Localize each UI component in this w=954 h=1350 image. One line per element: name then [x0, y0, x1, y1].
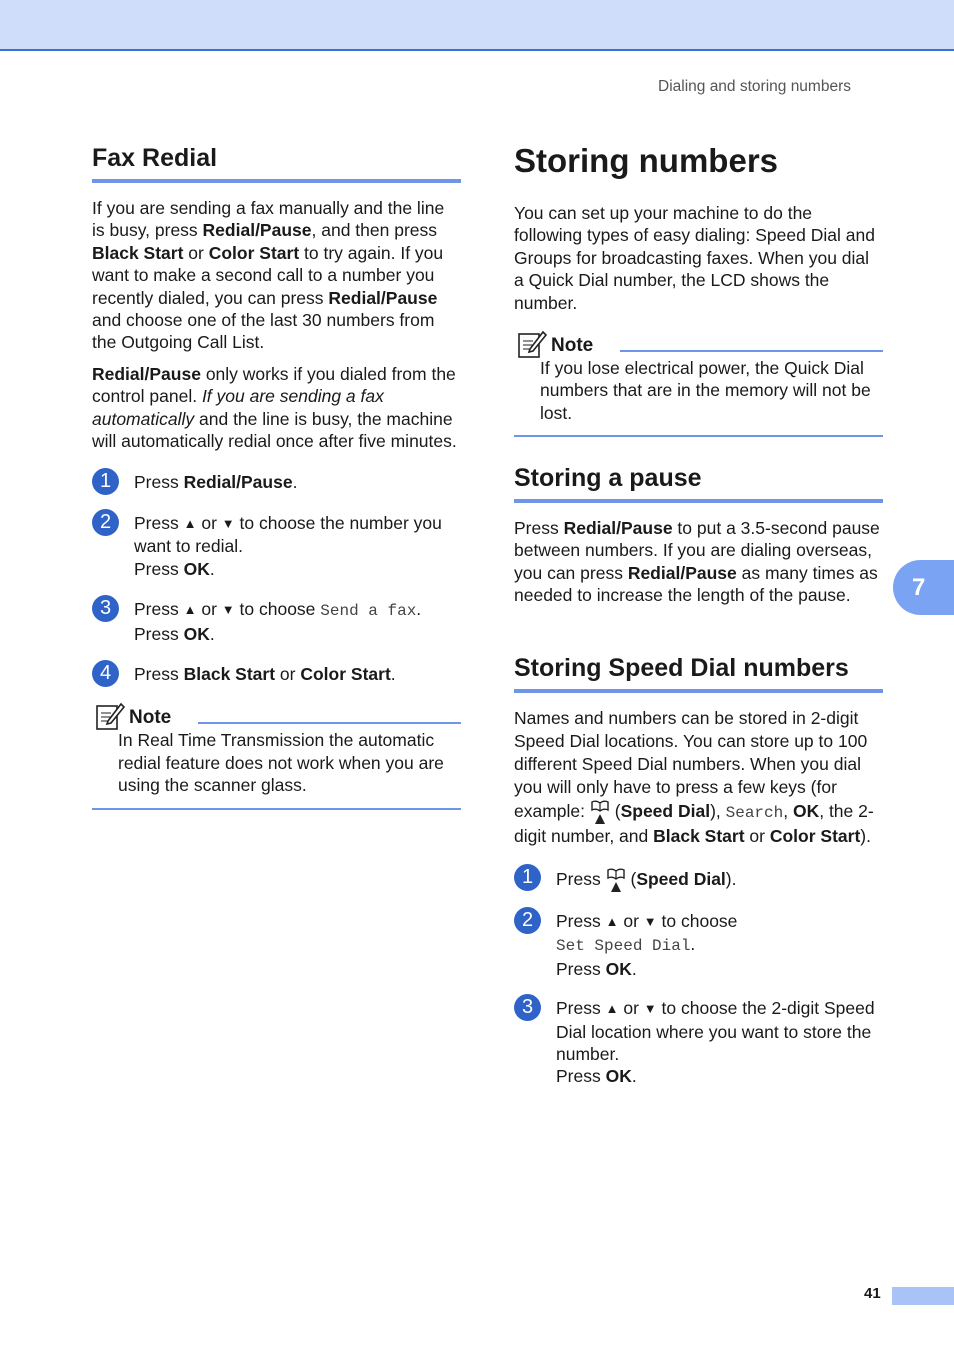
heading-rule — [514, 499, 883, 503]
speed-dial-heading: Storing Speed Dial numbers — [514, 654, 849, 682]
note-pencil-icon — [95, 701, 125, 731]
fax-redial-paragraph-2: Redial/Pause only works if you dialed from the control panel. If you are sending a fax automatically and the line is busy, the machine will automatically redial once after five minutes. — [92, 363, 457, 452]
step-number-badge: 3 — [92, 595, 119, 622]
step-number-badge: 1 — [514, 864, 541, 891]
note-bottom-rule — [514, 435, 883, 437]
storing-pause-section — [514, 463, 883, 607]
note-label: Note — [551, 334, 594, 356]
heading-rule — [92, 179, 461, 183]
page-number-bar — [892, 1287, 954, 1305]
lcd-text: Send a fax — [320, 602, 417, 621]
step-number-badge: 3 — [514, 994, 541, 1021]
speed-dial-book-icon — [590, 799, 610, 825]
step-number-badge: 1 — [92, 468, 119, 495]
speed-dial-book-icon — [606, 867, 626, 893]
fax-redial-step-1: 1 Press Redial/Pause. — [92, 471, 461, 493]
storing-numbers-note — [514, 329, 883, 437]
speed-dial-paragraph: Names and numbers can be stored in 2-digit Speed Dial locations. You can store up to 100 different Speed Dial numbers. When you dial you will only have to press a few keys (for example: (Speed Dial), Search, OK, the 2-digit number, and Black Start or Color Start). — [514, 708, 874, 846]
note-bottom-rule — [92, 808, 461, 810]
storing-pause-heading: Storing a pause — [514, 464, 702, 492]
speed-dial-step-2: 2 Press ▲ or ▼ to choose Set Speed Dial. Press OK. — [514, 910, 883, 980]
up-arrow-icon: ▲ — [183, 602, 197, 618]
step-number-badge: 2 — [514, 907, 541, 934]
up-arrow-icon: ▲ — [605, 914, 619, 929]
fax-redial-heading: Fax Redial — [92, 144, 218, 172]
storing-pause-paragraph: Press Redial/Pause to put a 3.5-second pause between numbers. If you are dialing overseas, you can press Redial/Pause as many times as needed to increase the length of the pause. — [514, 518, 880, 606]
fax-redial-section — [92, 143, 461, 810]
speed-dial-section — [514, 653, 883, 1088]
down-arrow-icon: ▼ — [221, 602, 235, 618]
page-number: 41 — [864, 1285, 881, 1302]
header-band — [0, 0, 954, 51]
chapter-tab: 7 — [893, 560, 954, 615]
lcd-text: Search — [725, 804, 784, 822]
fax-redial-note — [92, 701, 461, 809]
speed-dial-step-3: 3 Press ▲ or ▼ to choose the 2-digit Speed Dial location where you want to store the number. Press OK. — [514, 997, 883, 1088]
speed-dial-step-1: 1 Press (Speed Dial). — [514, 867, 883, 893]
up-arrow-icon: ▲ — [605, 1001, 619, 1017]
note-text: If you lose electrical power, the Quick Dial numbers that are in the memory will not be lost. — [540, 357, 871, 423]
heading-rule — [514, 689, 883, 693]
fax-redial-step-2: 2 Press ▲ or ▼ to choose the number you want to redial. Press OK. — [92, 512, 461, 580]
storing-numbers-intro: You can set up your machine to do the following types of easy dialing: Speed Dial and Groups for broadcasting faxes. When you dial a Quick Dial number, the LCD shows the number. — [514, 202, 875, 313]
storing-numbers-section — [514, 142, 883, 437]
down-arrow-icon: ▼ — [643, 1001, 657, 1017]
lcd-text: Set Speed Dial — [556, 937, 691, 956]
step-number-badge: 2 — [92, 509, 119, 536]
down-arrow-icon: ▼ — [643, 914, 657, 929]
fax-redial-paragraph-1: If you are sending a fax manually and the line is busy, press Redial/Pause, and then press Black Start or Color Start to try again. If you want to make a second call to a number you recently dialed, you can press Redial/Pause and choose one of the last 30 numbers from the Outgoing Call List. — [92, 198, 445, 353]
page-title: Storing numbers — [514, 142, 779, 179]
fax-redial-step-3: 3 Press ▲ or ▼ to choose Send a fax. Press OK. — [92, 598, 461, 645]
note-pencil-icon — [517, 329, 547, 359]
step-number-badge: 4 — [92, 660, 119, 687]
note-text: In Real Time Transmission the automatic redial feature does not work when you are using the scanner glass. — [118, 730, 444, 796]
up-arrow-icon: ▲ — [183, 515, 197, 531]
fax-redial-step-4: 4 Press Black Start or Color Start. — [92, 663, 461, 685]
note-label: Note — [129, 707, 172, 729]
running-head: Dialing and storing numbers — [658, 78, 851, 95]
down-arrow-icon: ▼ — [221, 515, 235, 531]
